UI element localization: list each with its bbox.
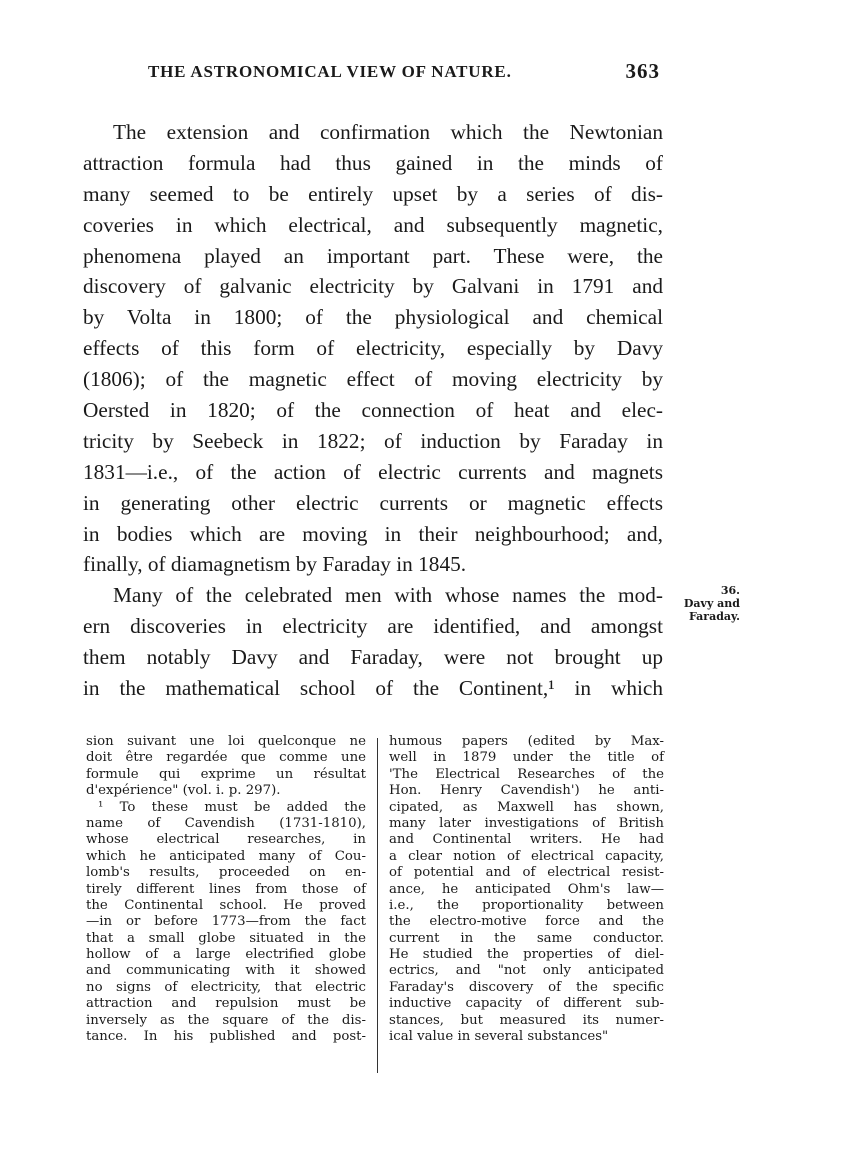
footnote-line: tirely different lines from those of bbox=[86, 881, 366, 897]
body-line: in bodies which are moving in their neighbourhood; and, bbox=[83, 521, 663, 546]
footnote-line: sion suivant une loi quelconque ne bbox=[86, 734, 366, 749]
body-line: tricity by Seebeck in 1822; of induction by Faraday in bbox=[83, 428, 663, 453]
footnote-line: Faraday's discovery of the specific bbox=[389, 979, 664, 995]
footnote-line: i.e., the proportionality between bbox=[389, 897, 664, 913]
footnotes bbox=[86, 734, 664, 1079]
footnote-line: whose electrical researches, in bbox=[86, 832, 366, 848]
footnote-line: —in or before 1773—from the fact bbox=[86, 914, 366, 930]
footnote-line: hollow of a large electrified globe bbox=[86, 947, 366, 963]
margin-note-line: Davy and bbox=[683, 597, 740, 610]
footnote-line: formule qui exprime un résultat bbox=[86, 766, 366, 782]
margin-note bbox=[668, 584, 740, 623]
body-line: (1806); of the magnetic effect of moving electricity by bbox=[83, 367, 663, 392]
footnote-column-left bbox=[86, 734, 366, 1045]
body-line: many seemed to be entirely upset by a series of dis- bbox=[83, 181, 663, 206]
page-number: 363 bbox=[625, 59, 660, 83]
footnote-line: that a small globe situated in the bbox=[86, 930, 366, 946]
body-line: ern discoveries in electricity are identified, and amongst bbox=[83, 614, 663, 639]
body-line: in generating other electric currents or magnetic effects bbox=[83, 490, 663, 515]
footnote-line: cipated, as Maxwell has shown, bbox=[389, 799, 664, 815]
footnote-line: many later investigations of British bbox=[389, 815, 664, 831]
footnote-line: stances, but measured its numer- bbox=[389, 1012, 664, 1028]
footnote-line: ical value in several substances" bbox=[389, 1029, 609, 1045]
body-line: The extension and confirmation which the Newtonian bbox=[113, 120, 663, 144]
margin-note-line: Faraday. bbox=[688, 610, 740, 623]
footnote-line: doit être regardée que comme une bbox=[86, 750, 366, 766]
footnote-line: inductive capacity of different sub- bbox=[389, 996, 664, 1012]
running-head bbox=[148, 59, 660, 86]
footnote-line: attraction and repulsion must be bbox=[86, 996, 366, 1012]
body-line: phenomena played an important part. These were, the bbox=[83, 243, 663, 268]
footnote-line: which he anticipated many of Cou- bbox=[86, 848, 366, 864]
footnote-line: name of Cavendish (1731-1810), bbox=[86, 815, 366, 831]
footnote-line: ectrics, and "not only anticipated bbox=[389, 963, 664, 979]
main-text bbox=[83, 117, 663, 704]
body-line: effects of this form of electricity, especially by Davy bbox=[83, 336, 663, 361]
footnote-line: 'The Electrical Researches of the bbox=[389, 766, 664, 782]
footnote-line: d'expérience" (vol. i. p. 297). bbox=[86, 783, 281, 799]
body-line: Oersted in 1820; of the connection of heat and elec- bbox=[83, 398, 663, 423]
footnote-line: humous papers (edited by Max- bbox=[389, 734, 664, 749]
footnote-line: current in the same conductor. bbox=[389, 930, 664, 946]
body-line: finally, of diamagnetism by Faraday in 1845. bbox=[83, 552, 467, 577]
footnote-line: lomb's results, proceeded on en- bbox=[86, 865, 366, 881]
footnote-line: He studied the properties of diel- bbox=[389, 947, 664, 963]
footnote-line: Hon. Henry Cavendish') he anti- bbox=[389, 783, 664, 799]
body-line: them notably Davy and Faraday, were not brought up bbox=[83, 645, 663, 670]
footnote-line: well in 1879 under the title of bbox=[389, 750, 664, 766]
body-line: 1831—i.e., of the action of electric currents and magnets bbox=[83, 459, 663, 484]
footnote-line: ¹ To these must be added the bbox=[98, 799, 366, 815]
body-line: in the mathematical school of the Continent,¹ in which bbox=[83, 676, 663, 701]
margin-note-number: 36. bbox=[720, 584, 740, 597]
running-head-title: THE ASTRONOMICAL VIEW OF NATURE. bbox=[148, 62, 512, 81]
footnote-line: ance, he anticipated Ohm's law— bbox=[389, 881, 664, 897]
body-line: by Volta in 1800; of the physiological and chemical bbox=[83, 305, 663, 330]
footnote-line: tance. In his published and post- bbox=[86, 1029, 366, 1045]
footnote-line: of potential and of electrical resist- bbox=[389, 865, 664, 881]
body-line: Many of the celebrated men with whose names the mod- bbox=[113, 583, 663, 608]
footnote-line: the Continental school. He proved bbox=[86, 897, 366, 913]
footnote-column-right bbox=[389, 734, 664, 1045]
footnote-line: and communicating with it showed bbox=[86, 963, 366, 979]
footnote-line: a clear notion of electrical capacity, bbox=[389, 848, 664, 864]
footnote-line: inversely as the square of the dis- bbox=[86, 1012, 366, 1028]
footnote-line: the electro-motive force and the bbox=[389, 914, 664, 930]
body-line: discovery of galvanic electricity by Galvani in 1791 and bbox=[83, 274, 663, 299]
body-line: attraction formula had thus gained in the minds of bbox=[83, 150, 663, 175]
footnote-line: and Continental writers. He had bbox=[389, 832, 664, 848]
footnote-line: no signs of electricity, that electric bbox=[86, 979, 366, 995]
body-line: coveries in which electrical, and subsequently magnetic, bbox=[83, 212, 663, 237]
column-divider bbox=[377, 738, 378, 1073]
